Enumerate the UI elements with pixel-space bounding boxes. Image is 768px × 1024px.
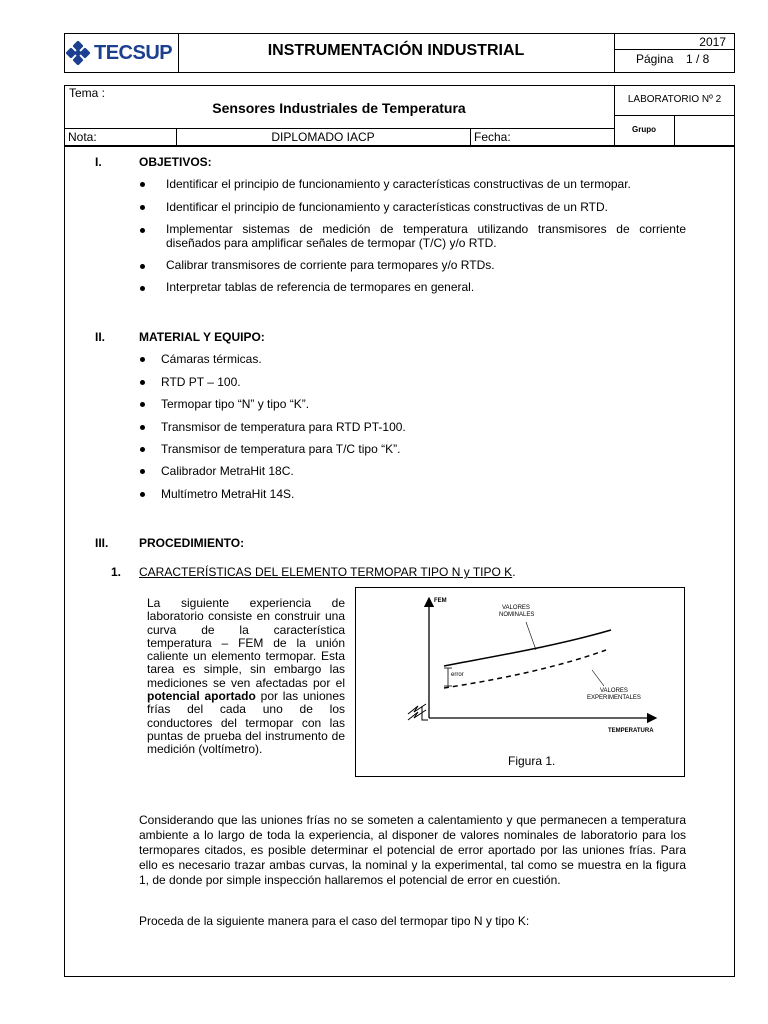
objetivo-item: Interpretar tablas de referencia de termopares en general. xyxy=(166,280,475,294)
tema-label: Tema : xyxy=(69,86,106,100)
nominal-curve xyxy=(444,630,611,666)
tema-value: Sensores Industriales de Temperatura xyxy=(212,100,466,116)
nominal-label-line2: NOMINALES xyxy=(499,612,535,618)
objetivo-item: Calibrar transmisores de corriente para termopares y/o RTDs. xyxy=(166,258,495,272)
fem-axis-label: FEM xyxy=(434,598,447,604)
intro-text-start: La siguiente experiencia de laboratorio consiste en construir una curva de la característica temperatura – FEM de la unión caliente un elemento termopar. Esta tarea es simple, sin embargo las mediciones se ven afectadas por el xyxy=(147,596,345,690)
material-item: Multímetro MetraHit 14S. xyxy=(161,487,295,501)
intro-text-end: por las uniones frías del cada uno de los conductores del termopar con las puntas de prueba del instrumento de medición (voltímetro). xyxy=(147,689,345,757)
figure-caption: Figura 1. xyxy=(508,754,556,768)
step-number: 1. xyxy=(111,565,122,579)
step-title xyxy=(139,565,516,579)
paragraph-uniones-frias: Considerando que las uniones frías no se someten a calentamiento y que permanecen a temperatura ambiente a lo largo de toda la experiencia, al disponer de valores nominales de laboratorio para los termopares citados, es posible determinar el potencial de error aportado por las uniones frías. Para ello es necesario trazar ambas curvas, la nominal y la experimental, tal como se muestra en la figura 1, de donde por simple inspección hallaremos el potencial de error en cuestión. xyxy=(139,813,686,887)
page-number: 1 / 8 xyxy=(686,52,710,66)
bullet-icon xyxy=(140,264,145,269)
material-item: Termopar tipo “N” y tipo “K”. xyxy=(161,397,310,411)
document-title: INSTRUMENTACIÓN INDUSTRIAL xyxy=(267,42,525,59)
intro-text-bold: potencial aportado xyxy=(147,689,256,704)
material-item: Transmisor de temperatura para RTD PT-100. xyxy=(161,420,406,434)
figure-frame xyxy=(355,587,685,777)
intro-paragraph xyxy=(147,597,345,757)
material-item: Calibrador MetraHit 18C. xyxy=(161,464,294,478)
nominal-label-line1: VALORES xyxy=(502,605,530,611)
bullet-icon xyxy=(140,380,145,385)
bullet-icon xyxy=(140,228,145,233)
section-number-procedimiento: III. xyxy=(95,536,109,550)
objetivo-item: Implementar sistemas de medición de temperatura utilizando transmisores de corriente diseñados para amplificar señales de termopar (T/C) y/o RTD. xyxy=(166,222,686,250)
origin-mark-icon xyxy=(422,706,428,720)
bullet-icon xyxy=(140,286,145,291)
paragraph-proceda: Proceda de la siguiente manera para el caso del termopar tipo N y tipo K: xyxy=(139,914,530,928)
tecsup-logo xyxy=(66,36,178,70)
info-divider-fecha xyxy=(470,128,471,146)
experimental-label-line2: EXPERIMENTALES xyxy=(587,695,641,701)
info-divider-grupo xyxy=(674,115,675,146)
section-title-material: MATERIAL Y EQUIPO: xyxy=(139,330,265,344)
temperatura-axis-label: TEMPERATURA xyxy=(608,728,654,734)
document-year: 2017 xyxy=(699,35,726,49)
objetivo-item: Identificar el principio de funcionamiento y características constructivas de un RTD. xyxy=(166,200,608,214)
bullet-icon xyxy=(140,357,145,362)
info-divider-row xyxy=(64,128,614,129)
bullet-icon xyxy=(140,402,145,407)
bullet-icon xyxy=(140,492,145,497)
section-number-objetivos: I. xyxy=(95,155,102,169)
bullet-icon xyxy=(140,205,145,210)
bullet-icon xyxy=(140,447,145,452)
header-divider-page xyxy=(614,49,735,50)
grupo-label: Grupo xyxy=(632,125,656,134)
objetivo-item: Identificar el principio de funcionamiento y características constructivas de un termopar. xyxy=(166,177,631,191)
bullet-icon xyxy=(140,469,145,474)
experimental-curve xyxy=(444,650,606,688)
section-title-procedimiento: PROCEDIMIENTO: xyxy=(139,536,245,550)
material-item: Transmisor de temperatura para T/C tipo “K”. xyxy=(161,442,401,456)
program-name: DIPLOMADO IACP xyxy=(271,130,375,144)
material-item: RTD PT – 100. xyxy=(161,375,241,389)
section-title-objetivos: OBJETIVOS: xyxy=(139,155,212,169)
bullet-icon xyxy=(140,182,145,187)
bullet-icon xyxy=(140,425,145,430)
lab-label: LABORATORIO Nº 2 xyxy=(627,94,722,105)
step-title-period: . xyxy=(512,565,516,579)
nota-label: Nota: xyxy=(68,130,97,144)
tecsup-logo-icon xyxy=(66,41,90,65)
nominal-label-leader xyxy=(526,622,536,650)
logo-text: TECSUP xyxy=(94,41,173,64)
error-label: error xyxy=(451,672,464,678)
experimental-label-leader xyxy=(592,670,604,686)
experimental-label-line1: VALORES xyxy=(600,688,628,694)
page-label: Página xyxy=(636,52,674,66)
material-item: Cámaras térmicas. xyxy=(161,352,262,366)
step-title-text: CARACTERÍSTICAS DEL ELEMENTO TERMOPAR TIPO N y TIPO K xyxy=(139,565,513,579)
fecha-label: Fecha: xyxy=(474,130,511,144)
section-number-material: II. xyxy=(95,330,106,344)
